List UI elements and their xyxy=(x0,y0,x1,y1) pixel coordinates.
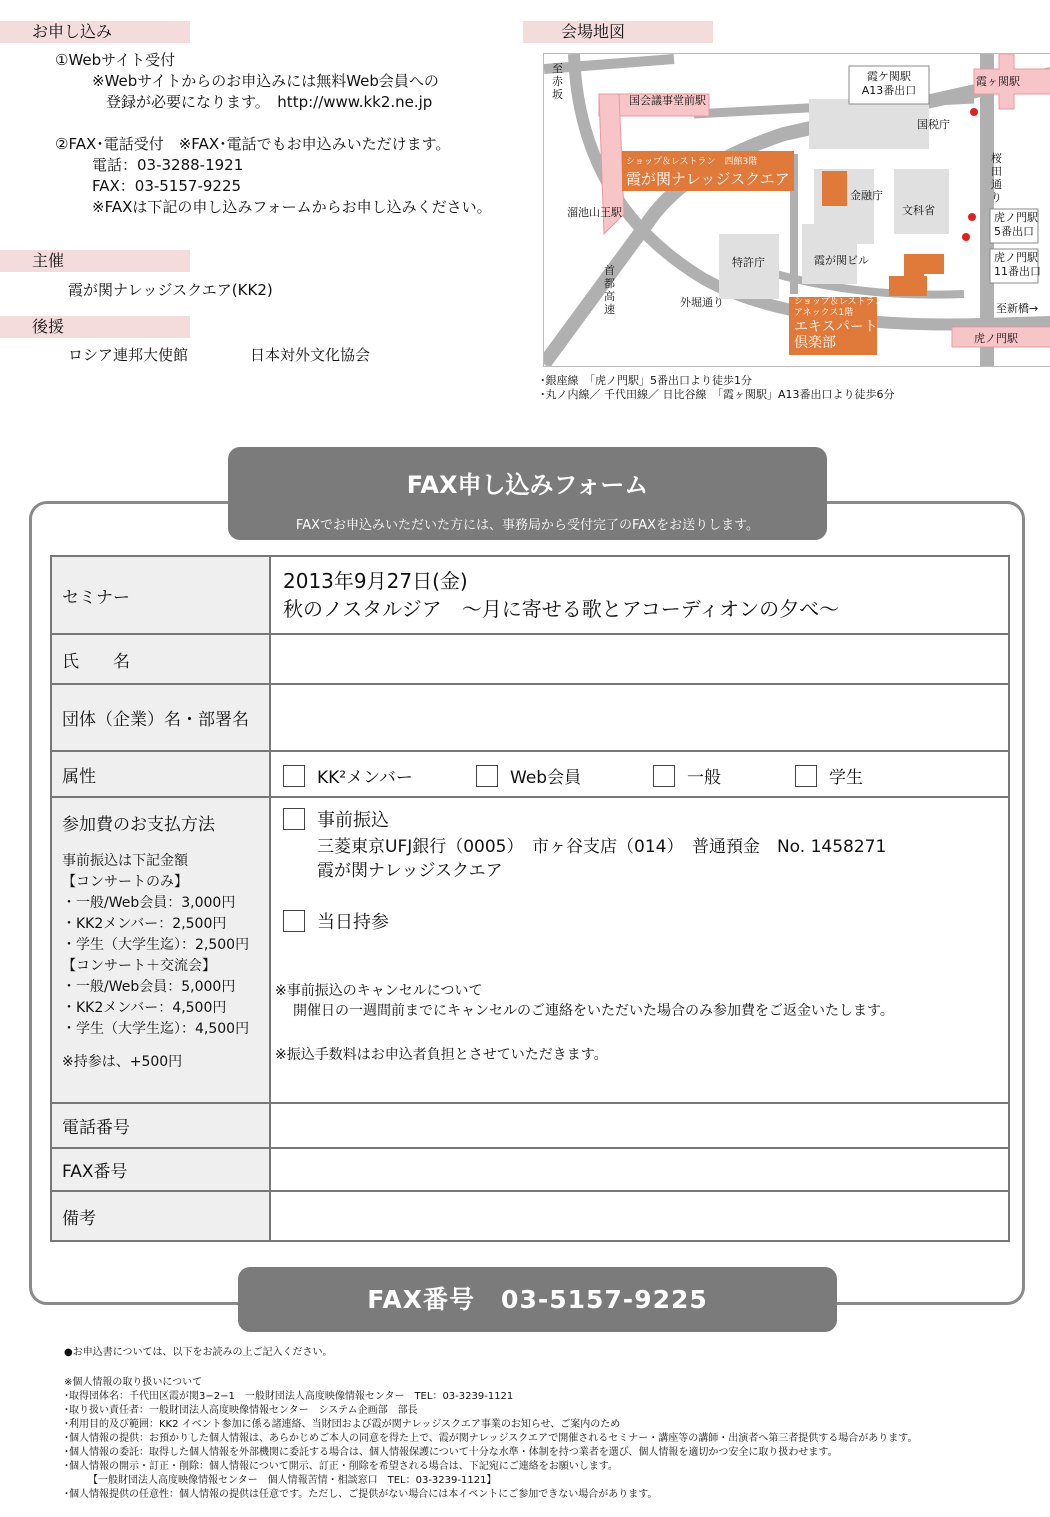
map-label-tameike: 溜池山王駅 xyxy=(567,206,622,219)
footer-line-9: ･個人情報提供の任意性：個人情報の提供は任意です。ただし、ご提供がない場合には本イベントにご参加できない場合があります。 xyxy=(64,1489,658,1500)
footer-line-8: 【一般財団法人高度映像情報センター 個人情報苦情・相談窓口 TEL：03-3239-1121】 xyxy=(88,1475,497,1486)
form-subtitle: FAXでお申込みいただいた方には、事務局から受付完了のFAXをお送りします。 xyxy=(295,518,760,533)
footer-line-3: ･取り扱い責任者：一般財団法人高度映像情報センター システム企画部 部長 xyxy=(64,1405,418,1416)
bank-account-name: 霞が関ナレッジスクエア xyxy=(317,861,503,881)
seminar-title: 秋のノスタルジア ～月に寄せる歌とアコーディオンの夕べ～ xyxy=(283,597,840,621)
fax-field[interactable] xyxy=(270,1148,1009,1191)
footer-line-1: ※個人情報の取り扱いについて xyxy=(64,1377,203,1388)
fax-label: FAX番号 xyxy=(51,1148,270,1191)
opt-transfer-option[interactable]: 事前振込 xyxy=(283,806,389,832)
map-label-sotobori: 外堀通り xyxy=(680,296,724,309)
pay-party-2: ・KK2メンバー：4,500円 xyxy=(62,1000,227,1016)
pay-concert-heading: 【コンサートのみ】 xyxy=(62,874,188,890)
pay-intro: 事前振込は下記金額 xyxy=(62,853,188,869)
attr-student-option[interactable]: 学生 xyxy=(795,763,863,788)
fax-number: FAX：03-5157-9225 xyxy=(92,177,242,195)
footer-line-4: ･利用目的及び範囲：KK2 イベント参加に係る諸連絡、当財団および霞が関ナレッジスクエア事業のお知らせ、ご案内のため xyxy=(64,1419,621,1430)
pay-concert-3: ・学生（大学生迄）：2,500円 xyxy=(62,937,250,953)
map-label-kasumigaseki-bldg: 霞が関ビル xyxy=(814,254,869,267)
opt-transfer-checkbox[interactable] xyxy=(283,808,305,830)
map-label-kinyu: 金融庁 xyxy=(850,189,883,202)
cancel-title: ※事前振込のキャンセルについて xyxy=(275,983,483,999)
map-label-monka: 文科省 xyxy=(902,204,935,217)
attr-web-checkbox[interactable] xyxy=(476,765,498,787)
fee-note: ※振込手数料はお申込者負担とさせていただきます。 xyxy=(275,1047,608,1063)
tel-number: 電話：03-3288-1921 xyxy=(92,156,244,174)
organization-field[interactable] xyxy=(270,684,1009,751)
footer-line-5: ･個人情報の提供：お預かりした個人情報は、あらかじめご本人の同意を得た上で、霞が関ナレッジスクエアで開催されるセミナー・講座等の講師・出演者へ第三者提供する場合があります。 xyxy=(64,1433,918,1444)
map-label-akasaka: 至赤坂 xyxy=(552,62,563,101)
map-label-toranomon-station: 虎ノ門駅 xyxy=(974,332,1018,345)
row-fax xyxy=(51,1148,1009,1191)
row-remarks xyxy=(51,1191,1009,1241)
payment-label: 参加費のお支払方法 xyxy=(62,815,215,835)
fax-note: ※FAXは下記の申し込みフォームからお申し込みください。 xyxy=(92,198,492,216)
map-label-kokkai: 国会議事堂前駅 xyxy=(629,94,706,107)
map-label-toranomon5: 虎ノ門駅 5番出口 xyxy=(994,211,1038,238)
organization-label: 団体（企業）名・部署名 xyxy=(51,684,270,751)
remarks-field[interactable] xyxy=(270,1191,1009,1241)
pay-party-1: ・一般/Web会員：5,000円 xyxy=(62,979,236,995)
attr-student-checkbox[interactable] xyxy=(795,765,817,787)
pay-party-3: ・学生（大学生迄）：4,500円 xyxy=(62,1021,250,1037)
footer-intro: ●お申込書については、以下をお読みの上ご記入ください。 xyxy=(64,1347,333,1358)
row-seminar xyxy=(51,556,1009,634)
map-label-kasumigaseki-exit: 霞ケ関駅 A13番出口 xyxy=(861,70,917,97)
pay-extra: ※持参は、+500円 xyxy=(62,1054,183,1070)
support-name-1: ロシア連邦大使館 xyxy=(68,346,189,364)
support-name-2: 日本対外文化協会 xyxy=(250,346,371,364)
bank-info: 三菱東京UFJ銀行（0005） 市ヶ谷支店（014） 普通預金 No. 1458271 xyxy=(317,837,887,857)
map-label-kokuzei: 国税庁 xyxy=(917,118,950,131)
fax-title: ②FAX･電話受付 ※FAX･電話でもお申込みいただけます。 xyxy=(55,135,451,153)
organizer-name: 霞が関ナレッジスクエア(KK2) xyxy=(68,281,273,299)
venue-map xyxy=(543,53,1050,367)
footer-line-7: ･個人情報の開示・訂正・削除：個人情報について開示、訂正・削除を希望される場合は、下記宛にご連絡をお願いします。 xyxy=(64,1461,618,1472)
phone-label: 電話番号 xyxy=(51,1103,270,1148)
web-note2: 登録が必要になります。 http://www.kk2.ne.jp xyxy=(106,93,433,111)
footer-line-2: ･取得団体名：千代田区霞が関3−2−1 一般財団法人高度映像情報センター TEL：03-3239-1121 xyxy=(64,1391,514,1402)
phone-field[interactable] xyxy=(270,1103,1009,1148)
map-label-shop1-sub: ショップ＆レストラン 西館3階 xyxy=(626,157,758,167)
row-attribute xyxy=(51,751,1009,797)
name-field[interactable] xyxy=(270,634,1009,684)
cancel-body: 開催日の一週間前までにキャンセルのご連絡をいただいた場合のみ参加費をご返金いたします。 xyxy=(293,1003,894,1019)
attr-general-option[interactable]: 一般 xyxy=(653,763,721,788)
row-organization xyxy=(51,684,1009,751)
footer-line-6: ･個人情報の委託：取得した個人情報を外部機関に委託する場合は、個人情報保護について十分な水準・体制を持つ業者を選び、個人情報を適切かつ安全に取り扱わせます。 xyxy=(64,1447,838,1458)
form-title: FAX申し込みフォーム xyxy=(406,471,649,499)
map-label-shop1: 霞が関ナレッジスクエア xyxy=(626,170,790,188)
application-heading: お申し込み xyxy=(0,21,190,43)
opt-cash-checkbox[interactable] xyxy=(283,910,305,932)
organizer-heading: 主催 xyxy=(0,250,190,272)
map-label-sakurada: 桜田通り xyxy=(991,152,1002,204)
seminar-date: 2013年9月27日(金) xyxy=(283,569,468,593)
form-title-banner xyxy=(228,447,827,540)
fax-number-banner xyxy=(238,1267,837,1332)
application-form-table xyxy=(50,555,1010,1242)
row-phone xyxy=(51,1103,1009,1148)
support-heading: 後援 xyxy=(0,316,190,338)
remarks-label: 備考 xyxy=(51,1191,270,1241)
pay-concert-1: ・一般/Web会員：3,000円 xyxy=(62,895,236,911)
name-label: 氏 名 xyxy=(51,634,270,684)
map-label-tokkyo: 特許庁 xyxy=(732,256,765,269)
map-label-shuto: 首都高速 xyxy=(604,264,615,316)
attr-web-option[interactable]: Web会員 xyxy=(476,763,581,788)
attribute-label: 属性 xyxy=(51,751,270,797)
seminar-label: セミナー xyxy=(51,556,270,634)
pay-concert-2: ・KK2メンバー：2,500円 xyxy=(62,916,227,932)
map-label-toranomon11: 虎ノ門駅 11番出口 xyxy=(994,251,1041,278)
web-title: ①Webサイト受付 xyxy=(55,51,176,69)
map-note-1: ･銀座線 「虎ノ門駅」5番出口より徒歩1分 xyxy=(540,374,752,387)
attr-kk2-option[interactable]: KK²メンバー xyxy=(283,763,413,788)
attr-kk2-checkbox[interactable] xyxy=(283,765,305,787)
attr-general-checkbox[interactable] xyxy=(653,765,675,787)
pay-party-heading: 【コンサート＋交流会】 xyxy=(62,958,216,974)
opt-cash-option[interactable]: 当日持参 xyxy=(283,908,389,934)
row-name xyxy=(51,634,1009,684)
web-note1: ※Webサイトからのお申込みには無料Web会員への xyxy=(92,72,439,90)
map-heading: 会場地図 xyxy=(523,21,713,43)
map-label-kasumigaseki-station: 霞ヶ関駅 xyxy=(976,75,1020,88)
row-payment xyxy=(51,797,1009,1103)
map-label-shop2: エキスパート 倶楽部 xyxy=(794,319,878,351)
map-label-shop2-sub: ショップ＆レストラン アネックス1階 xyxy=(794,297,884,318)
map-label-shinbashi: 至新橋→ xyxy=(996,302,1039,315)
map-note-2: ･丸ノ内線／ 千代田線／ 日比谷線 「霞ヶ関駅」A13番出口より徒歩6分 xyxy=(540,388,895,401)
fax-number-banner-text: FAX番号 03-5157-9225 xyxy=(367,1285,708,1314)
